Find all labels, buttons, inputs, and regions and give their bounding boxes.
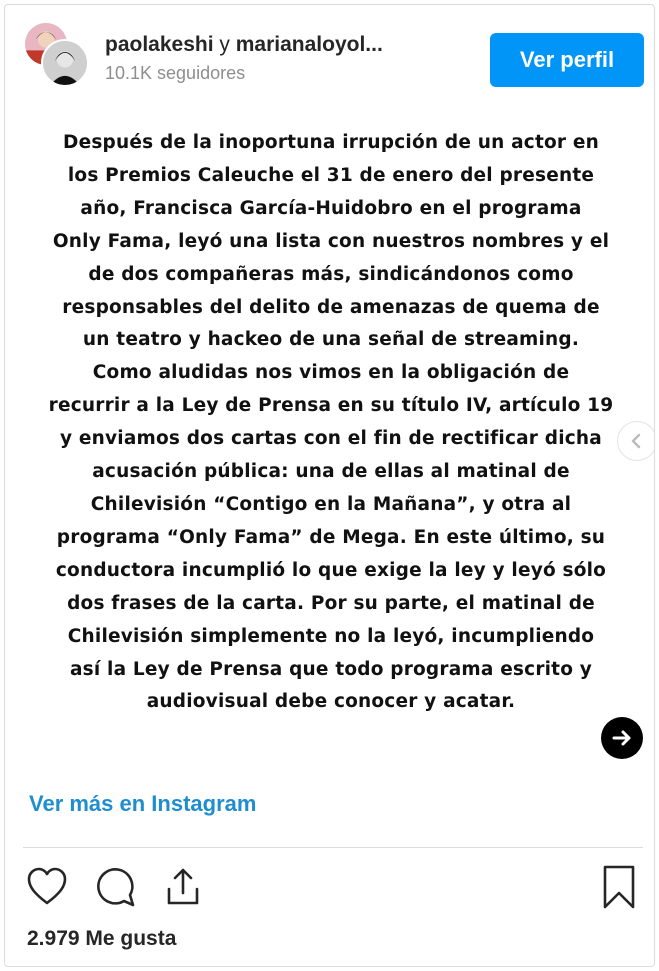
follower-count: 10.1K seguidores [105, 63, 246, 83]
username-link[interactable]: paolakeshi [105, 33, 214, 56]
action-bar [5, 859, 654, 919]
post-text-line: Después de la inoportuna irrupción de un actor en [63, 132, 599, 153]
carousel-prev-button[interactable] [617, 421, 655, 461]
comment-button[interactable] [91, 863, 139, 911]
post-text-line: un teatro y hackeo de una señal de streaming. [82, 329, 580, 351]
post-text-line: así la Ley de Prensa que todo programa escrito y [69, 658, 593, 680]
post-text-line: los Premios Caleuche el 31 de enero del presente [67, 164, 595, 186]
instagram-embed-card [4, 4, 655, 967]
post-text-line: Chilevisión “Contigo en la Mañana”, y otra al [90, 493, 572, 515]
post-text-line: de dos compañeras más, sindicándonos como [88, 263, 574, 285]
post-text-line: audiovisual debe conocer y acatar. [146, 691, 516, 713]
heart-icon [25, 865, 69, 909]
post-text-line: conductora incumplió lo que exige la ley y leyó sólo [55, 559, 607, 581]
divider [23, 847, 643, 848]
post-text-line: responsables del delito de amenazas de quema de [62, 296, 600, 318]
like-count: 2.979 Me gusta [27, 927, 177, 950]
post-header [5, 5, 654, 105]
view-more-on-instagram-link[interactable]: Ver más en Instagram [29, 791, 257, 816]
share-button[interactable] [159, 863, 207, 911]
names-conjunction: y [219, 33, 230, 56]
header-text [105, 31, 485, 84]
post-text-line: Como aludidas nos vimos en la obligación de [92, 362, 570, 384]
view-profile-button[interactable]: Ver perfil [490, 33, 644, 87]
save-button[interactable] [595, 863, 643, 911]
share-icon [161, 865, 205, 909]
username-link[interactable]: marianaloyol... [235, 33, 383, 56]
post-text-line: Only Fama, leyó una lista con nuestros nombres y el [52, 230, 610, 252]
post-text-line: Chilevisión simplemente no la leyó, incumpliendo [67, 625, 595, 647]
carousel-next-button[interactable] [601, 717, 643, 759]
avatar-group[interactable] [23, 21, 91, 89]
bookmark-icon [599, 863, 639, 911]
post-text-line: programa “Only Fama” de Mega. En este último, su [56, 526, 606, 548]
post-image-text [21, 127, 641, 719]
post-text-line: y enviamos dos cartas con el fin de rectificar dicha [60, 428, 602, 450]
post-text-line: dos frases de la carta. Por su parte, el matinal de [67, 592, 595, 614]
comment-icon [93, 865, 137, 909]
post-text-line: acusación pública: una de ellas al matinal de [92, 461, 570, 483]
account-names [105, 31, 485, 59]
like-button[interactable] [23, 863, 71, 911]
arrow-right-icon [609, 725, 635, 751]
chevron-left-icon [628, 432, 646, 450]
post-text-line: recurrir a la Ley de Prensa en su título IV, artículo 19 [48, 395, 614, 417]
avatar[interactable] [41, 39, 89, 87]
post-text-line: año, Francisca García-Huidobro en el programa [80, 197, 582, 219]
